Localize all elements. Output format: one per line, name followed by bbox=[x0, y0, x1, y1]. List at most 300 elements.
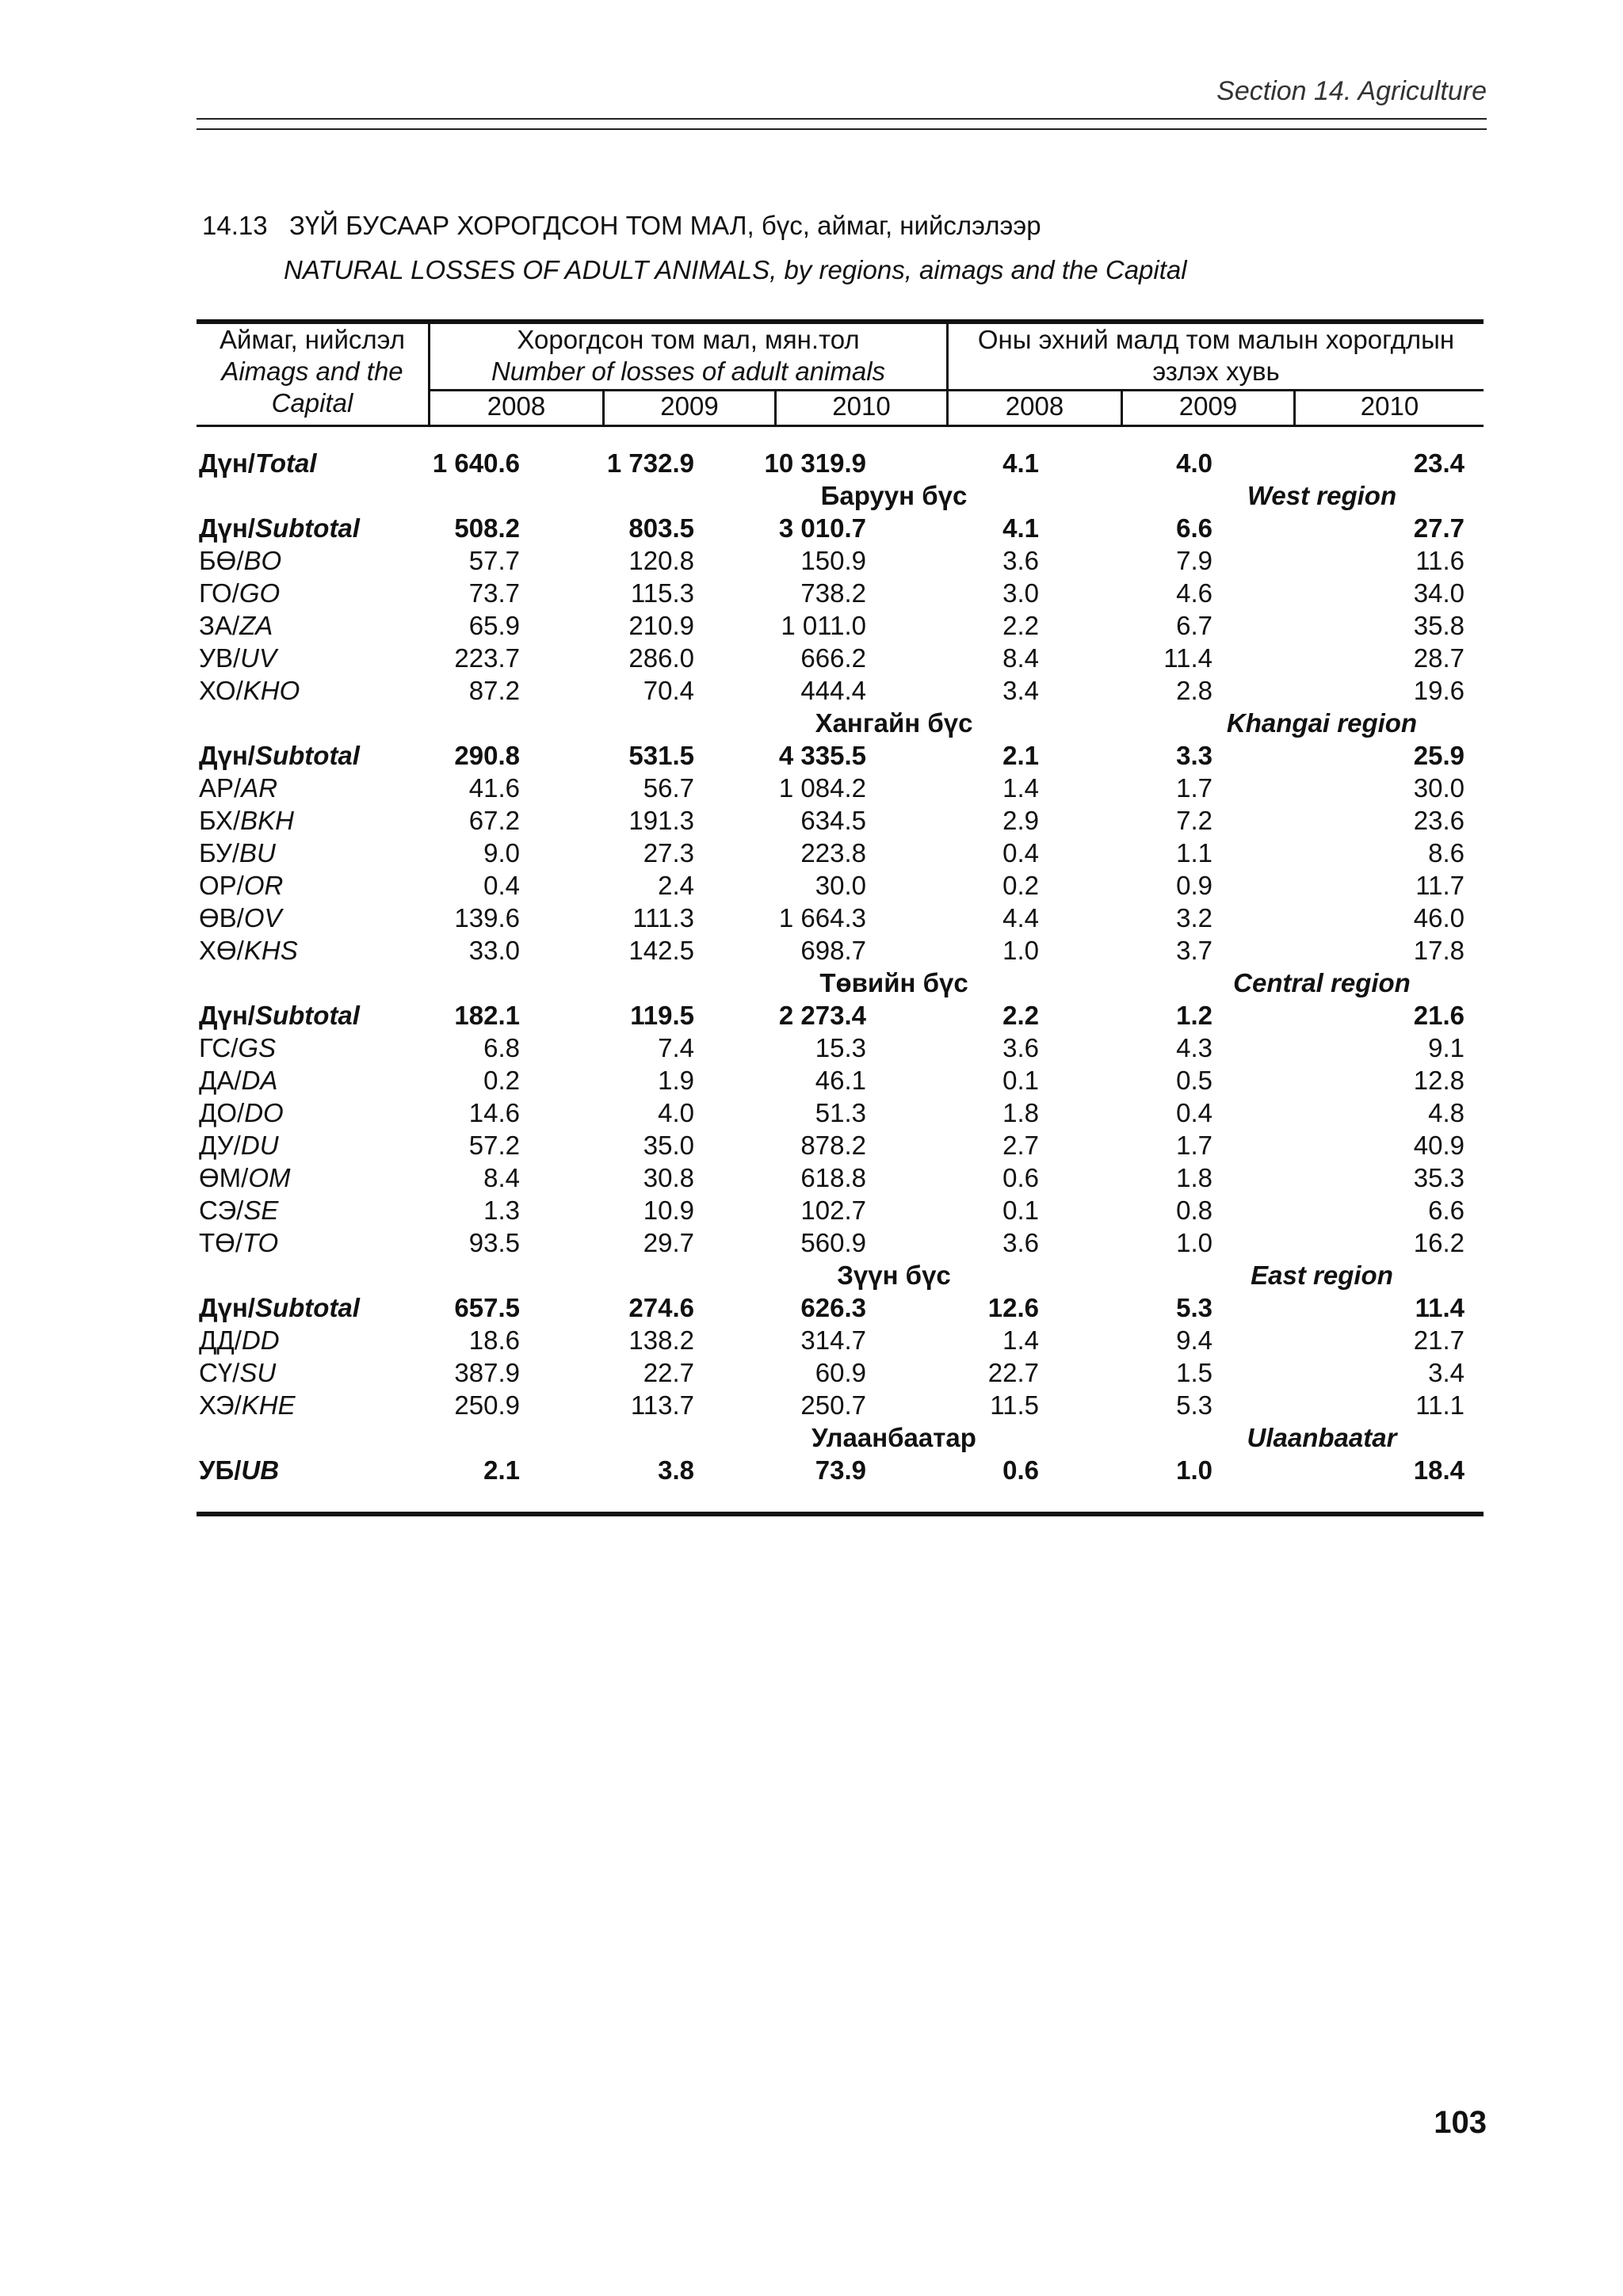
region-name-en: Ulaanbaatar bbox=[1247, 1423, 1397, 1452]
table-cell: 290.8 bbox=[454, 741, 520, 770]
table-cell: 1.5 bbox=[1176, 1358, 1212, 1387]
table-cell: 51.3 bbox=[815, 1098, 866, 1127]
table-row bbox=[197, 1129, 1484, 1161]
row-label bbox=[197, 1356, 430, 1389]
table-cell: 18.4 bbox=[1413, 1455, 1465, 1485]
row-label bbox=[197, 1291, 430, 1324]
table-cell: 626.3 bbox=[800, 1293, 866, 1322]
row-label-mn: ХӨ/ bbox=[199, 936, 244, 965]
table-cell: 11.5 bbox=[990, 1390, 1039, 1420]
table-body bbox=[197, 427, 1484, 1512]
table-cell: 2.8 bbox=[1176, 676, 1212, 705]
table-cell: 444.4 bbox=[800, 676, 866, 705]
row-label-mn: ТӨ/ bbox=[199, 1228, 242, 1257]
row-label-mn: БХ/ bbox=[199, 806, 241, 835]
table-row bbox=[197, 642, 1484, 674]
table-cell: 3.8 bbox=[658, 1455, 694, 1485]
header-year: 2008 bbox=[1005, 391, 1064, 421]
table-cell: 0.1 bbox=[1002, 1196, 1039, 1225]
region-name-en: Khangai region bbox=[1226, 708, 1418, 738]
table-cell: 120.8 bbox=[628, 546, 694, 575]
row-label-en: Subtotal bbox=[254, 741, 360, 770]
table-cell: 7.4 bbox=[658, 1033, 694, 1062]
row-label-en: DU bbox=[240, 1131, 279, 1160]
table-cell: 73.9 bbox=[815, 1455, 866, 1485]
table-cell: 7.2 bbox=[1176, 806, 1212, 835]
row-label bbox=[197, 934, 430, 967]
table-cell: 2.1 bbox=[483, 1455, 520, 1485]
row-label-en: UV bbox=[240, 643, 277, 673]
table-cell: 150.9 bbox=[800, 546, 866, 575]
header-year: 2010 bbox=[1360, 391, 1419, 421]
region-name-en: East region bbox=[1251, 1261, 1393, 1290]
table-cell: 3 010.7 bbox=[778, 513, 866, 543]
table-cell: 11.7 bbox=[1415, 871, 1465, 900]
table-cell: 1.4 bbox=[1002, 1325, 1039, 1355]
table-cell: 29.7 bbox=[643, 1228, 694, 1257]
row-label-en: Subtotal bbox=[254, 1001, 360, 1030]
row-label bbox=[197, 804, 430, 837]
table-row bbox=[197, 1226, 1484, 1259]
table-cell: 1.1 bbox=[1176, 838, 1212, 868]
row-label bbox=[197, 1194, 430, 1226]
table-cell: 35.3 bbox=[1413, 1163, 1465, 1192]
table-cell: 657.5 bbox=[454, 1293, 520, 1322]
row-label bbox=[197, 1226, 430, 1259]
row-label-en: OV bbox=[243, 903, 282, 933]
header-year: 2009 bbox=[1178, 391, 1238, 421]
table-cell: 21.7 bbox=[1413, 1325, 1465, 1355]
row-label-mn: ХО/ bbox=[199, 676, 243, 705]
region-name-mn: Зүүн бүс bbox=[837, 1261, 951, 1290]
row-label bbox=[197, 999, 430, 1032]
table-cell: 4.8 bbox=[1428, 1098, 1465, 1127]
row-label-mn: ДО/ bbox=[199, 1098, 245, 1127]
row-label-mn: ДУ/ bbox=[199, 1131, 241, 1160]
header-group1 bbox=[430, 324, 946, 387]
table-row bbox=[197, 1356, 1484, 1389]
table-cell: 4 335.5 bbox=[778, 741, 866, 770]
table-cell: 67.2 bbox=[468, 806, 520, 835]
table-cell: 531.5 bbox=[628, 741, 694, 770]
table-cell: 2.1 bbox=[1002, 741, 1039, 770]
table-cell: 9.4 bbox=[1176, 1325, 1212, 1355]
table-cell: 10.9 bbox=[643, 1196, 694, 1225]
header-group1-en: Number of losses of adult animals bbox=[491, 357, 886, 386]
table-cell: 618.8 bbox=[800, 1163, 866, 1192]
row-label-en: SU bbox=[239, 1358, 277, 1387]
table-cell: 191.3 bbox=[628, 806, 694, 835]
table-cell: 34.0 bbox=[1413, 578, 1465, 608]
table-cell: 2 273.4 bbox=[778, 1001, 866, 1030]
row-label-en: AR bbox=[241, 773, 278, 803]
table-cell: 3.4 bbox=[1002, 676, 1039, 705]
table-cell: 1.0 bbox=[1002, 936, 1039, 965]
row-label bbox=[197, 1161, 430, 1194]
table-cell: 87.2 bbox=[468, 676, 520, 705]
table-row bbox=[197, 1032, 1484, 1064]
table-cell: 4.4 bbox=[1002, 903, 1039, 933]
header-year: 2009 bbox=[660, 391, 719, 421]
table-cell: 0.2 bbox=[483, 1066, 520, 1095]
table-cell: 111.3 bbox=[632, 903, 694, 933]
table-cell: 11.6 bbox=[1415, 546, 1465, 575]
table-cell: 223.8 bbox=[800, 838, 866, 868]
region-name-mn: Төвийн бүс bbox=[819, 968, 968, 997]
table-cell: 3.6 bbox=[1002, 1228, 1039, 1257]
row-label-mn: ХЭ/ bbox=[199, 1390, 242, 1420]
table-cell: 60.9 bbox=[815, 1358, 866, 1387]
table-bottom-rule bbox=[197, 1512, 1484, 1516]
region-heading bbox=[197, 707, 1484, 739]
row-label bbox=[197, 447, 430, 479]
region-heading bbox=[197, 479, 1484, 512]
table-cell: 560.9 bbox=[800, 1228, 866, 1257]
table-cell: 23.4 bbox=[1413, 448, 1465, 478]
header-col1-en: Aimags and the bbox=[221, 357, 403, 386]
row-label bbox=[197, 1032, 430, 1064]
table-cell: 0.9 bbox=[1176, 871, 1212, 900]
table-cell: 0.4 bbox=[1002, 838, 1039, 868]
table-cell: 15.3 bbox=[815, 1033, 866, 1062]
table-cell: 1.7 bbox=[1176, 773, 1212, 803]
row-label-en: KHS bbox=[243, 936, 298, 965]
table-cell: 35.0 bbox=[643, 1131, 694, 1160]
table-cell: 11.1 bbox=[1415, 1390, 1465, 1420]
table-cell: 803.5 bbox=[628, 513, 694, 543]
row-label-en: GS bbox=[238, 1033, 277, 1062]
region-name-mn: Улаанбаатар bbox=[812, 1423, 976, 1452]
table-row bbox=[197, 1161, 1484, 1194]
table-cell: 5.3 bbox=[1176, 1293, 1212, 1322]
table-row bbox=[197, 837, 1484, 869]
table-cell: 102.7 bbox=[800, 1196, 866, 1225]
table-cell: 4.0 bbox=[1176, 448, 1212, 478]
table-cell: 27.3 bbox=[643, 838, 694, 868]
row-label-mn: ГС/ bbox=[199, 1033, 239, 1062]
table-row bbox=[197, 804, 1484, 837]
table-cell: 7.9 bbox=[1176, 546, 1212, 575]
row-label-en: UB bbox=[241, 1455, 280, 1485]
row-label-mn: ДА/ bbox=[199, 1066, 242, 1095]
table-cell: 33.0 bbox=[468, 936, 520, 965]
row-label bbox=[197, 609, 430, 642]
table-cell: 4.0 bbox=[658, 1098, 694, 1127]
header-group2 bbox=[949, 324, 1484, 387]
table-header bbox=[197, 324, 1484, 427]
table-row bbox=[197, 544, 1484, 577]
region-heading bbox=[197, 1421, 1484, 1454]
table-row bbox=[197, 577, 1484, 609]
table-cell: 4.6 bbox=[1176, 578, 1212, 608]
table-cell: 1.4 bbox=[1002, 773, 1039, 803]
row-label bbox=[197, 1324, 430, 1356]
table-cell: 113.7 bbox=[630, 1390, 694, 1420]
table-cell: 28.7 bbox=[1413, 643, 1465, 673]
header-col1-mn: Аймаг, нийслэл bbox=[219, 325, 406, 354]
header-year: 2010 bbox=[832, 391, 891, 421]
total-row bbox=[197, 447, 1484, 479]
table-cell: 35.8 bbox=[1413, 611, 1465, 640]
table-cell: 1.2 bbox=[1176, 1001, 1212, 1030]
row-label-en: DA bbox=[241, 1066, 278, 1095]
table-cell: 56.7 bbox=[643, 773, 694, 803]
table-cell: 46.1 bbox=[815, 1066, 866, 1095]
table-cell: 3.0 bbox=[1002, 578, 1039, 608]
row-label bbox=[197, 1454, 430, 1486]
table-cell: 25.9 bbox=[1413, 741, 1465, 770]
table-cell: 0.6 bbox=[1002, 1455, 1039, 1485]
row-label-en: DD bbox=[241, 1325, 280, 1355]
table-cell: 1.8 bbox=[1002, 1098, 1039, 1127]
region-name-en: Central region bbox=[1233, 968, 1411, 997]
table-cell: 250.9 bbox=[454, 1390, 520, 1420]
row-label-mn: ӨМ/ bbox=[199, 1163, 249, 1192]
table-cell: 1.7 bbox=[1176, 1131, 1212, 1160]
table-cell: 8.4 bbox=[1002, 643, 1039, 673]
row-label-mn: БУ/ bbox=[199, 838, 240, 868]
table-cell: 3.6 bbox=[1002, 1033, 1039, 1062]
row-label-en: SE bbox=[243, 1196, 279, 1225]
table-cell: 1.0 bbox=[1176, 1455, 1212, 1485]
region-heading bbox=[197, 1259, 1484, 1291]
table-cell: 23.6 bbox=[1413, 806, 1465, 835]
region-name-en: West region bbox=[1247, 481, 1397, 510]
table-cell: 73.7 bbox=[468, 578, 520, 608]
table-cell: 6.6 bbox=[1176, 513, 1212, 543]
header-group2-mn: Оны эхний малд том малын хорогдлын bbox=[977, 325, 1455, 354]
table-cell: 65.9 bbox=[468, 611, 520, 640]
table-cell: 3.7 bbox=[1176, 936, 1212, 965]
region-heading bbox=[197, 967, 1484, 999]
running-head: Section 14. Agriculture bbox=[1216, 76, 1487, 106]
table-cell: 57.7 bbox=[468, 546, 520, 575]
table-cell: 11.4 bbox=[1163, 643, 1212, 673]
table-row bbox=[197, 1324, 1484, 1356]
table-cell: 2.2 bbox=[1002, 1001, 1039, 1030]
table-cell: 250.7 bbox=[800, 1390, 866, 1420]
row-label-en: BKH bbox=[240, 806, 294, 835]
table-cell: 142.5 bbox=[628, 936, 694, 965]
row-label bbox=[197, 1129, 430, 1161]
table-cell: 3.3 bbox=[1176, 741, 1212, 770]
page-number: 103 bbox=[1434, 2105, 1487, 2140]
table-cell: 223.7 bbox=[454, 643, 520, 673]
table-cell: 210.9 bbox=[628, 611, 694, 640]
table-cell: 11.4 bbox=[1415, 1293, 1465, 1322]
table-cell: 46.0 bbox=[1413, 903, 1465, 933]
table-row bbox=[197, 1097, 1484, 1129]
table-cell: 3.2 bbox=[1176, 903, 1212, 933]
row-label-mn: ОР/ bbox=[199, 871, 244, 900]
table-cell: 41.6 bbox=[468, 773, 520, 803]
table-cell: 30.0 bbox=[815, 871, 866, 900]
table-cell: 8.4 bbox=[483, 1163, 520, 1192]
table-cell: 9.0 bbox=[483, 838, 520, 868]
table-cell: 70.4 bbox=[643, 676, 694, 705]
table-cell: 30.8 bbox=[643, 1163, 694, 1192]
row-label-mn: Дүн/ bbox=[199, 741, 255, 770]
table-cell: 27.7 bbox=[1413, 513, 1465, 543]
table-cell: 182.1 bbox=[454, 1001, 520, 1030]
row-label-mn: СҮ/ bbox=[199, 1358, 240, 1387]
table-cell: 115.3 bbox=[630, 578, 694, 608]
header-year: 2008 bbox=[487, 391, 546, 421]
table-cell: 634.5 bbox=[800, 806, 866, 835]
row-label bbox=[197, 1064, 430, 1097]
table-cell: 0.4 bbox=[1176, 1098, 1212, 1127]
table-row bbox=[197, 1064, 1484, 1097]
table-cell: 6.8 bbox=[483, 1033, 520, 1062]
table-cell: 14.6 bbox=[468, 1098, 520, 1127]
row-label-en: KHE bbox=[241, 1390, 296, 1420]
table-cell: 387.9 bbox=[454, 1358, 520, 1387]
row-label-en: BO bbox=[243, 546, 282, 575]
row-label-mn: Дүн/ bbox=[199, 1001, 255, 1030]
row-label-en: DO bbox=[244, 1098, 284, 1127]
table-row bbox=[197, 902, 1484, 934]
table-cell: 1 640.6 bbox=[432, 448, 520, 478]
header-rule bbox=[197, 118, 1487, 120]
row-label-mn: Дүн/ bbox=[199, 513, 255, 543]
table-cell: 0.5 bbox=[1176, 1066, 1212, 1095]
table-cell: 139.6 bbox=[454, 903, 520, 933]
row-label-mn: УВ/ bbox=[199, 643, 241, 673]
table-cell: 57.2 bbox=[468, 1131, 520, 1160]
table-cell: 22.7 bbox=[987, 1358, 1039, 1387]
row-label bbox=[197, 674, 430, 707]
header-col1-en: Capital bbox=[271, 388, 353, 418]
table-cell: 16.2 bbox=[1413, 1228, 1465, 1257]
region-name-mn: Хангайн бүс bbox=[815, 708, 973, 738]
table-cell: 9.1 bbox=[1428, 1033, 1465, 1062]
table-cell: 2.9 bbox=[1002, 806, 1039, 835]
table-cell: 18.6 bbox=[468, 1325, 520, 1355]
table-cell: 6.6 bbox=[1428, 1196, 1465, 1225]
table-cell: 1.8 bbox=[1176, 1163, 1212, 1192]
table-cell: 5.3 bbox=[1176, 1390, 1212, 1420]
data-table bbox=[197, 319, 1484, 1516]
row-label bbox=[197, 1097, 430, 1129]
table-cell: 314.7 bbox=[800, 1325, 866, 1355]
table-cell: 3.4 bbox=[1428, 1358, 1465, 1387]
header-group2-mn: эзлэх хувь bbox=[1152, 357, 1280, 386]
row-label-mn: ЗА/ bbox=[199, 611, 240, 640]
table-cell: 3.6 bbox=[1002, 546, 1039, 575]
subtotal-row bbox=[197, 1291, 1484, 1324]
header-group1-mn: Хорогдсон том мал, мян.тол bbox=[517, 325, 860, 354]
row-label-en: Subtotal bbox=[254, 513, 360, 543]
table-cell: 1 664.3 bbox=[778, 903, 866, 933]
table-cell: 1 011.0 bbox=[781, 611, 866, 640]
table-cell: 40.9 bbox=[1413, 1131, 1465, 1160]
table-cell: 1 084.2 bbox=[778, 773, 866, 803]
table-cell: 93.5 bbox=[468, 1228, 520, 1257]
row-label bbox=[197, 512, 430, 544]
subtotal-row bbox=[197, 739, 1484, 772]
table-row bbox=[197, 1454, 1484, 1486]
header-col1 bbox=[197, 324, 428, 419]
table-cell: 4.1 bbox=[1002, 448, 1039, 478]
region-name-mn: Баруун бүс bbox=[820, 481, 968, 510]
row-label bbox=[197, 772, 430, 804]
subtotal-row bbox=[197, 999, 1484, 1032]
table-cell: 12.6 bbox=[987, 1293, 1039, 1322]
row-label-mn: АР/ bbox=[199, 773, 242, 803]
table-row bbox=[197, 674, 1484, 707]
row-label-en: Total bbox=[254, 448, 317, 478]
row-label bbox=[197, 902, 430, 934]
table-cell: 1.9 bbox=[658, 1066, 694, 1095]
row-label bbox=[197, 544, 430, 577]
table-cell: 6.7 bbox=[1176, 611, 1212, 640]
row-label bbox=[197, 739, 430, 772]
table-cell: 508.2 bbox=[454, 513, 520, 543]
table-cell: 286.0 bbox=[628, 643, 694, 673]
table-title-mn: ЗҮЙ БУСААР ХОРОГДСОН ТОМ МАЛ, бүс, аймаг, нийслэлээр bbox=[289, 211, 1041, 240]
table-cell: 2.4 bbox=[658, 871, 694, 900]
row-label-en: ZA bbox=[239, 611, 273, 640]
table-cell: 0.1 bbox=[1002, 1066, 1039, 1095]
row-label-mn: Дүн/ bbox=[199, 1293, 255, 1322]
table-row bbox=[197, 772, 1484, 804]
row-label-en: Subtotal bbox=[254, 1293, 360, 1322]
table-row bbox=[197, 1194, 1484, 1226]
table-cell: 10 319.9 bbox=[764, 448, 866, 478]
row-label-en: KHO bbox=[242, 676, 300, 705]
header-rule bbox=[197, 128, 1487, 130]
table-cell: 8.6 bbox=[1428, 838, 1465, 868]
row-label bbox=[197, 577, 430, 609]
table-cell: 698.7 bbox=[800, 936, 866, 965]
row-label bbox=[197, 642, 430, 674]
table-title bbox=[202, 211, 1041, 241]
table-cell: 878.2 bbox=[800, 1131, 866, 1160]
table-title-en: NATURAL LOSSES OF ADULT ANIMALS, by regions, aimags and the Capital bbox=[284, 255, 1187, 284]
table-cell: 22.7 bbox=[643, 1358, 694, 1387]
table-cell: 666.2 bbox=[800, 643, 866, 673]
table-cell: 274.6 bbox=[628, 1293, 694, 1322]
table-row bbox=[197, 869, 1484, 902]
table-cell: 21.6 bbox=[1413, 1001, 1465, 1030]
table-number: 14.13 bbox=[202, 211, 268, 240]
row-label-en: GO bbox=[239, 578, 281, 608]
row-label bbox=[197, 869, 430, 902]
table-cell: 12.8 bbox=[1413, 1066, 1465, 1095]
row-label-mn: СЭ/ bbox=[199, 1196, 244, 1225]
table-cell: 4.3 bbox=[1176, 1033, 1212, 1062]
table-cell: 4.1 bbox=[1002, 513, 1039, 543]
row-label-en: TO bbox=[242, 1228, 279, 1257]
table-row bbox=[197, 609, 1484, 642]
table-cell: 1 732.9 bbox=[606, 448, 694, 478]
row-label-en: OM bbox=[248, 1163, 291, 1192]
row-label bbox=[197, 837, 430, 869]
table-cell: 2.7 bbox=[1002, 1131, 1039, 1160]
row-label-mn: ДД/ bbox=[199, 1325, 242, 1355]
subtotal-row bbox=[197, 512, 1484, 544]
table-cell: 0.6 bbox=[1002, 1163, 1039, 1192]
table-cell: 738.2 bbox=[800, 578, 866, 608]
table-cell: 1.0 bbox=[1176, 1228, 1212, 1257]
row-label-mn: ӨВ/ bbox=[199, 903, 244, 933]
table-row bbox=[197, 1389, 1484, 1421]
table-cell: 30.0 bbox=[1413, 773, 1465, 803]
row-label-mn: БӨ/ bbox=[199, 546, 244, 575]
table-cell: 19.6 bbox=[1413, 676, 1465, 705]
row-label-en: BU bbox=[239, 838, 276, 868]
table-cell: 0.2 bbox=[1002, 871, 1039, 900]
